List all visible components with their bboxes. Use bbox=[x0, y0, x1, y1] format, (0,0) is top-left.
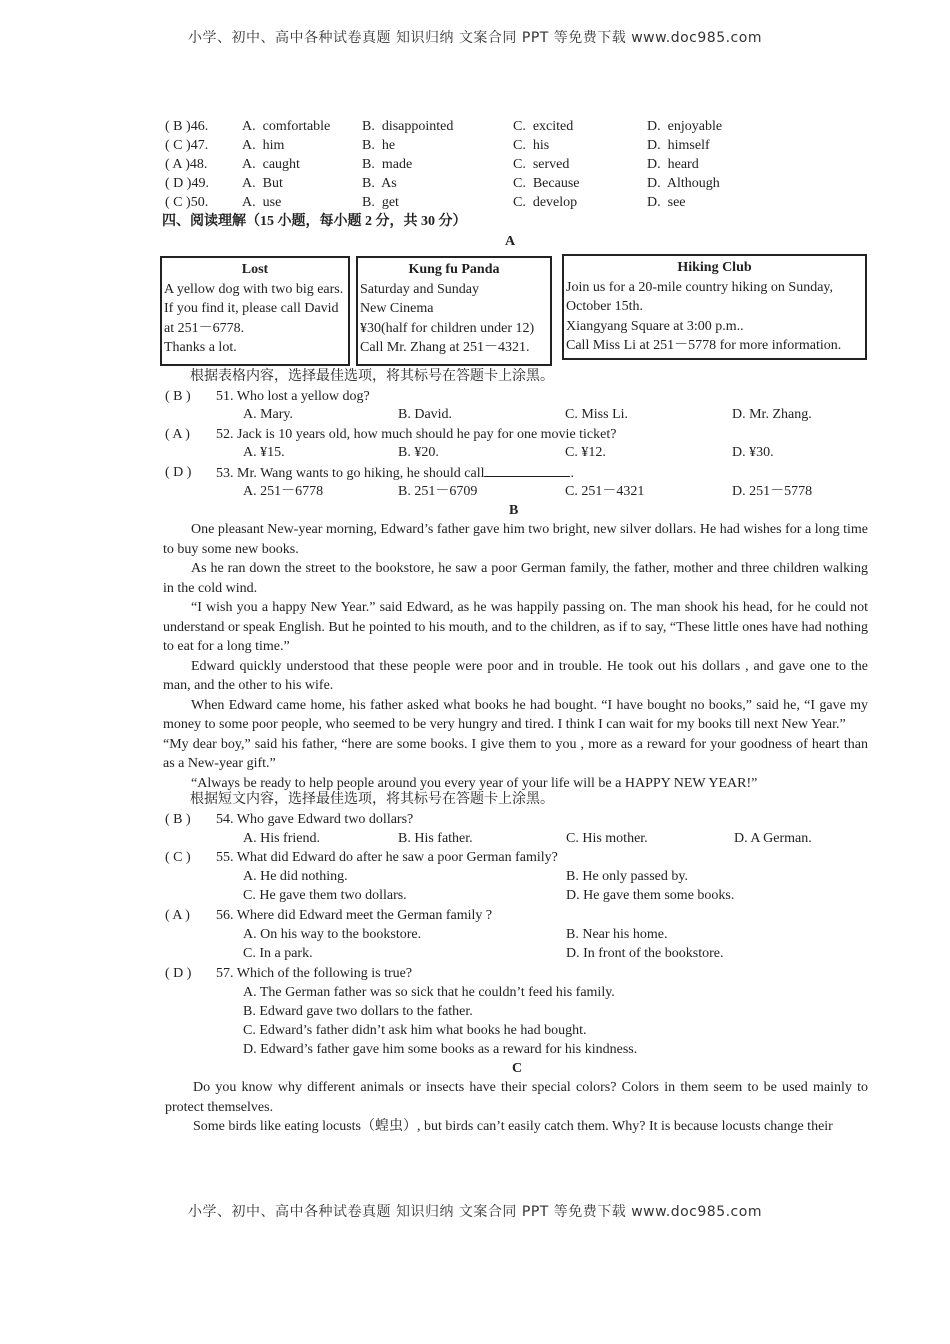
q53-option-a: A. 251－6778 bbox=[243, 484, 324, 499]
page-footer: 小学、初中、高中各种试卷真题 知识归纳 文案合同 PPT 等免费下载 www.doc985.com bbox=[188, 1204, 762, 1220]
q54-answer: ( B ) bbox=[165, 812, 191, 827]
cloze-48-d: D. heard bbox=[647, 157, 699, 172]
q52-option-c: C. ¥12. bbox=[565, 445, 606, 460]
q52-option-a: A. ¥15. bbox=[243, 445, 285, 460]
kungfu-panda-line: ¥30(half for children under 12) bbox=[360, 320, 535, 336]
cloze-50-answer: ( C )50. bbox=[165, 195, 209, 210]
instruction-b: 根据短文内容，选择最佳选项，将其标号在答题卡上涂黑。 bbox=[190, 792, 554, 807]
q51-option-a: A. Mary. bbox=[243, 407, 294, 422]
passage-paragraph: “My dear boy,” said his father, “here are some books. I give them to you , more as a reward for your goodness of heart than as a New-year gift.” bbox=[163, 736, 868, 771]
cloze-50-c: C. develop bbox=[513, 195, 578, 210]
lost-notice-line: A yellow dog with two big ears. bbox=[164, 281, 344, 297]
q51-option-d: D. Mr. Zhang. bbox=[732, 407, 812, 422]
page-header: 小学、初中、高中各种试卷真题 知识归纳 文案合同 PPT 等免费下载 www.doc985.com bbox=[188, 30, 762, 46]
cloze-48-answer: ( A )48. bbox=[165, 157, 208, 172]
q51-option-b: B. David. bbox=[398, 407, 453, 422]
cloze-46-answer: ( B )46. bbox=[165, 119, 209, 134]
passage-paragraph: “Always be ready to help people around you every year of your life will be a HAPPY NEW YEAR!” bbox=[191, 775, 758, 791]
part-a-label: A bbox=[505, 234, 516, 249]
q57-stem: 57. Which of the following is true? bbox=[216, 966, 413, 981]
passage-paragraph: When Edward came home, his father asked what books he had bought. “I have bought no books,” said he, “I gave my money to some poor people, who seemed to be very hungry and tired. I think I can wait for my books till next New Year.” bbox=[163, 697, 868, 732]
cloze-49-answer: ( D )49. bbox=[165, 176, 209, 191]
q54-stem: 54. Who gave Edward two dollars? bbox=[216, 812, 414, 827]
q57-option-a: A. The German father was so sick that he couldn’t feed his family. bbox=[243, 985, 615, 1000]
q55-stem: 55. What did Edward do after he saw a poor German family? bbox=[216, 850, 558, 865]
lost-notice-title: Lost bbox=[241, 262, 269, 277]
kungfu-panda-title: Kung fu Panda bbox=[408, 262, 500, 277]
hiking-club-line: Xiangyang Square at 3:00 p.m.. bbox=[566, 318, 744, 334]
q52-option-b: B. ¥20. bbox=[398, 445, 439, 460]
q52-option-d: D. ¥30. bbox=[732, 445, 774, 460]
kungfu-panda-notice-box bbox=[356, 256, 552, 366]
cloze-47-answer: ( C )47. bbox=[165, 138, 209, 153]
cloze-47-a: A. him bbox=[242, 138, 285, 153]
hiking-club-title: Hiking Club bbox=[677, 260, 752, 275]
passage-b bbox=[163, 520, 868, 793]
cloze-50-a: A. use bbox=[242, 195, 282, 210]
q57-option-c: C. Edward’s father didn’t ask him what books he had bought. bbox=[243, 1023, 587, 1038]
passage-paragraph: One pleasant New-year morning, Edward’s father gave him two bright, new silver dollars. He had wishes for a long time to buy some new books. bbox=[163, 522, 868, 557]
cloze-46-c: C. excited bbox=[513, 119, 574, 134]
cloze-47-b: B. he bbox=[362, 138, 396, 153]
passage-paragraph: “I wish you a happy New Year.” said Edward, as he was happily passing on. The man shook his head, for he could not understand or speak English. But he pointed to his mouth, and to the children, as if to say, “These little ones have had nothing to eat for a long time.” bbox=[163, 600, 868, 654]
q57-option-b: B. Edward gave two dollars to the father. bbox=[243, 1004, 473, 1019]
hiking-club-line: Join us for a 20-mile country hiking on Sunday, bbox=[566, 279, 834, 295]
q55-answer: ( C ) bbox=[165, 850, 191, 865]
lost-notice-line: If you find it, please call David bbox=[164, 301, 339, 316]
hiking-club-line: Call Miss Li at 251－5778 for more information. bbox=[566, 338, 842, 353]
cloze-49-c: C. Because bbox=[513, 176, 580, 191]
q52-answer: ( A ) bbox=[165, 427, 190, 442]
q53-answer: ( D ) bbox=[165, 465, 192, 480]
part-b-label: B bbox=[509, 503, 519, 518]
q51-option-c: C. Miss Li. bbox=[565, 407, 629, 422]
q56-answer: ( A ) bbox=[165, 908, 190, 923]
kungfu-panda-line: New Cinema bbox=[360, 301, 434, 316]
kungfu-panda-line: Saturday and Sunday bbox=[360, 281, 479, 297]
cloze-46-b: B. disappointed bbox=[362, 119, 454, 134]
cloze-49-d: D. Although bbox=[647, 176, 720, 191]
q52-stem: 52. Jack is 10 years old, how much should he pay for one movie ticket? bbox=[216, 427, 617, 442]
lost-notice-line: at 251－6778. bbox=[164, 320, 245, 336]
q53-option-b: B. 251－6709 bbox=[398, 484, 478, 499]
cloze-49-a: A. But bbox=[242, 176, 283, 191]
cloze-50-d: D. see bbox=[647, 195, 686, 210]
cloze-48-a: A. caught bbox=[242, 157, 300, 172]
q53-stem: 53. Mr. Wang wants to go hiking, he should call . bbox=[216, 466, 574, 481]
cloze-49-b: B. As bbox=[362, 176, 397, 191]
lost-notice-line: Thanks a lot. bbox=[164, 340, 237, 355]
q53-option-d: D. 251－5778 bbox=[732, 484, 813, 499]
q55-option-d: D. He gave them some books. bbox=[566, 888, 735, 903]
q54-option-c: C. His mother. bbox=[566, 831, 648, 846]
lost-notice-box bbox=[160, 256, 350, 366]
passage-paragraph: Do you know why different animals or insects have their special colors? Colors in them seem to be used mainly to protect themselves. bbox=[165, 1080, 868, 1115]
section-title: 四、阅读理解（15 小题，每小题 2 分，共 30 分） bbox=[162, 214, 467, 229]
q56-stem: 56. Where did Edward meet the German family ? bbox=[216, 908, 493, 923]
passage-paragraph: As he ran down the street to the bookstore, he saw a poor German family, the father, mother and three children walking in the cold wind. bbox=[163, 561, 868, 596]
passage-paragraph: Some birds like eating locusts（蝗虫）, but birds can’t easily catch them. Why? It is because locusts change their bbox=[193, 1119, 833, 1134]
q55-option-c: C. He gave them two dollars. bbox=[243, 888, 407, 903]
passage-paragraph: Edward quickly understood that these people were poor and in trouble. He took out his dollars , and gave one to the man, and the other to his wife. bbox=[163, 658, 868, 693]
q56-option-d: D. In front of the bookstore. bbox=[566, 946, 724, 961]
cloze-47-c: C. his bbox=[513, 138, 550, 153]
q51-answer: ( B ) bbox=[165, 389, 191, 404]
q57-answer: ( D ) bbox=[165, 966, 192, 981]
cloze-50-b: B. get bbox=[362, 195, 399, 210]
cloze-48-c: C. served bbox=[513, 157, 570, 172]
q51-stem: 51. Who lost a yellow dog? bbox=[216, 389, 370, 404]
instruction-a: 根据表格内容，选择最佳选项，将其标号在答题卡上涂黑。 bbox=[190, 369, 554, 384]
q55-option-b: B. He only passed by. bbox=[566, 869, 688, 884]
passage-c bbox=[165, 1078, 868, 1137]
q54-option-d: D. A German. bbox=[734, 831, 812, 846]
q56-option-b: B. Near his home. bbox=[566, 927, 668, 942]
hiking-club-notice-box bbox=[562, 254, 867, 360]
cloze-48-b: B. made bbox=[362, 157, 413, 172]
q56-option-c: C. In a park. bbox=[243, 946, 313, 961]
q54-option-a: A. His friend. bbox=[243, 831, 320, 846]
q55-option-a: A. He did nothing. bbox=[243, 869, 348, 884]
q56-option-a: A. On his way to the bookstore. bbox=[243, 927, 422, 942]
hiking-club-line: October 15th. bbox=[566, 299, 643, 314]
q53-option-c: C. 251－4321 bbox=[565, 484, 645, 499]
answer-blank bbox=[484, 464, 570, 477]
q57-option-d: D. Edward’s father gave him some books as a reward for his kindness. bbox=[243, 1042, 638, 1057]
kungfu-panda-line: Call Mr. Zhang at 251－4321. bbox=[360, 340, 530, 355]
cloze-46-a: A. comfortable bbox=[242, 119, 331, 134]
cloze-47-d: D. himself bbox=[647, 138, 710, 153]
cloze-46-d: D. enjoyable bbox=[647, 119, 723, 134]
part-c-label: C bbox=[512, 1061, 523, 1076]
q54-option-b: B. His father. bbox=[398, 831, 473, 846]
